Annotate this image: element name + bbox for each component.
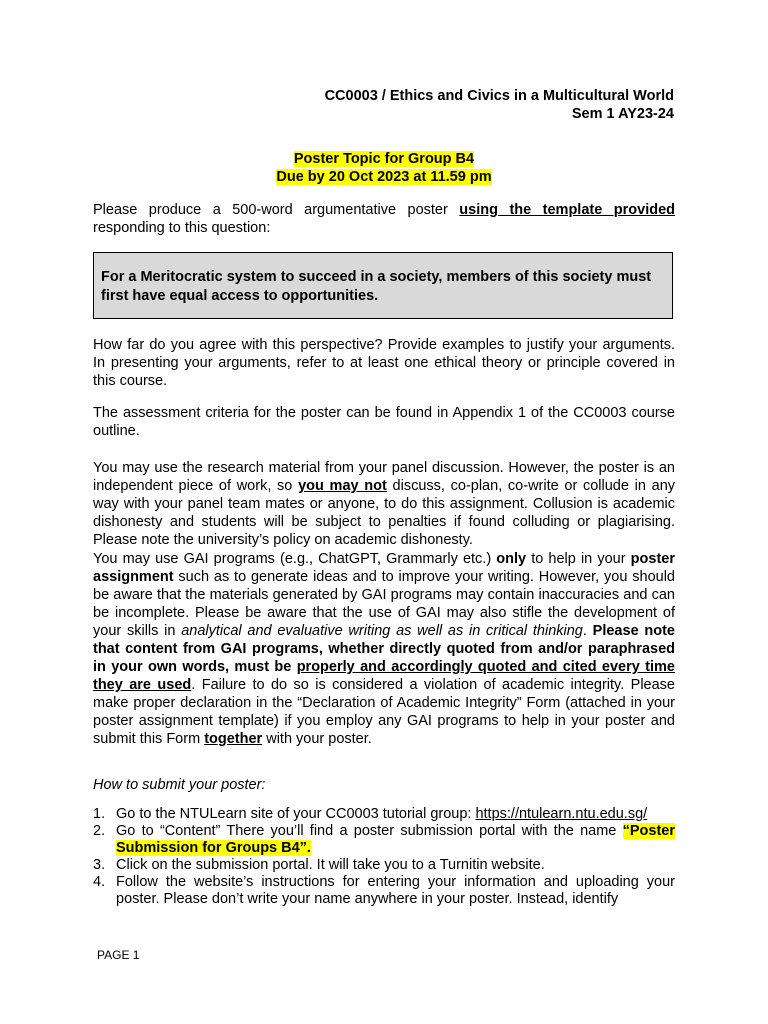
list-item: 1. Go to the NTULearn site of your CC0003 tutorial group: https://ntulearn.ntu.edu.sg/: [93, 806, 648, 822]
poster-topic: [0, 150, 768, 186]
research-paragraph: You may use the research material from your panel discussion. However, the poster is an independent piece of work, so you may not discuss, co-plan, co-write or collude in any way with your panel team mates or anyone, to do this assignment. Collusion is academic dishonesty and students will be subject to penalties if found colluding or plagiarising. Please note the university’s policy on academic dishonesty.: [93, 460, 676, 548]
you-may-not-emphasis: you may not: [298, 478, 387, 494]
due-date: Due by 20 Oct 2023 at 11.59 pm: [276, 169, 492, 185]
ntulearn-link[interactable]: https://ntulearn.ntu.edu.sg/: [475, 806, 648, 822]
submit-heading: How to submit your poster:: [93, 777, 266, 793]
gai-paragraph: You may use GAI programs (e.g., ChatGPT, Grammarly etc.) only to help in your poster assignment such as to generate ideas and to improve your writing. However, you should be aware that the materials generated by GAI programs may contain inaccuracies and can be incomplete. Please be aware that the use of GAI may also stifle the development of your skills in analytical and evaluative writing as well as in critical thinking. Please note that content from GAI programs, whether directly quoted from and/or paraphrased in your own words, must be properly and accordingly quoted and cited every time they are used. Failure to do so is considered a violation of academic integrity. Please make proper declaration in the “Declaration of Academic Integrity” Form (attached in your poster assignment template) if you employ any GAI programs to help in your poster and submit this Form together with your poster.: [93, 551, 675, 747]
list-item: 2. Go to “Content” There you’ll find a poster submission portal with the name “Poster Submission for Groups B4”.: [93, 823, 675, 856]
submission-steps: [93, 806, 675, 908]
list-item: 4. Follow the website’s instructions for entering your information and uploading your poster. Please don’t write your name anywhere in your poster. Instead, identify: [93, 874, 675, 907]
page-number: PAGE 1: [97, 948, 140, 962]
course-title: CC0003 / Ethics and Civics in a Multicultural World: [324, 88, 674, 104]
portal-name: “Poster Submission for Groups B4”.: [116, 823, 675, 856]
template-emphasis: using the template provided: [459, 202, 675, 218]
question-box: For a Meritocratic system to succeed in a society, members of this society must first have equal access to opportunities.: [93, 252, 673, 319]
intro-paragraph: Please produce a 500-word argumentative poster using the template provided responding to this question:: [93, 202, 675, 236]
criteria-paragraph: The assessment criteria for the poster can be found in Appendix 1 of the CC0003 course outline.: [93, 405, 675, 439]
agree-paragraph: How far do you agree with this perspective? Provide examples to justify your arguments. In presenting your arguments, refer to at least one ethical theory or principle covered in this course.: [93, 337, 675, 389]
list-item: 3. Click on the submission portal. It will take you to a Turnitin website.: [93, 857, 545, 873]
topic-title: Poster Topic for Group B4: [293, 151, 475, 167]
document-header: [325, 87, 674, 123]
semester-label: Sem 1 AY23-24: [571, 106, 674, 122]
